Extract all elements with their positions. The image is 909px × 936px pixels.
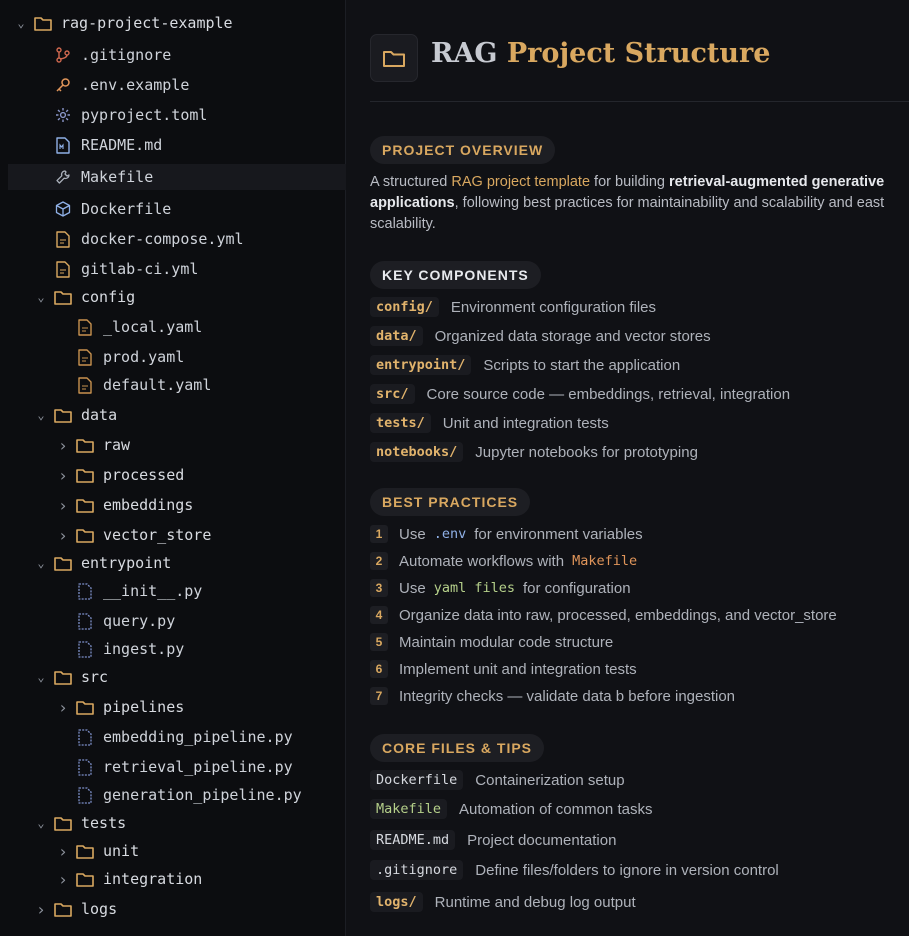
overview-text-1: A structured — [370, 174, 452, 190]
python-file-icon — [76, 582, 94, 600]
component-row — [370, 440, 698, 464]
practice-text: Use — [399, 579, 426, 597]
practice-row — [370, 603, 837, 627]
overview-text-2: for building — [590, 174, 670, 190]
component-description: Organized data storage and vector stores — [434, 327, 711, 345]
component-description: Core source code — embeddings, retrieval, integration — [426, 385, 791, 403]
practice-code: yaml files — [433, 580, 515, 596]
component-description: Scripts to start the application — [483, 356, 681, 374]
practice-text: Use — [399, 525, 426, 543]
tree-folder[interactable] — [0, 432, 392, 458]
core-file-description: Containerization setup — [475, 771, 625, 789]
chevron-right-icon[interactable]: › — [58, 465, 68, 485]
tree-item-label: docker-compose.yml — [81, 230, 244, 248]
tree-file[interactable] — [0, 578, 392, 604]
folder-icon — [370, 34, 418, 82]
folder-icon — [76, 842, 94, 860]
folder-icon — [76, 698, 94, 716]
tree-file[interactable] — [0, 344, 392, 370]
tree-file[interactable] — [0, 132, 370, 158]
practice-text: Organize data into raw, processed, embeddings, and vector_store — [399, 606, 837, 624]
tree-folder[interactable] — [0, 866, 392, 892]
chevron-down-icon[interactable]: ⌄ — [17, 16, 25, 30]
tree-folder[interactable] — [0, 492, 392, 518]
yaml-file-icon — [76, 376, 94, 394]
tree-folder[interactable] — [0, 838, 392, 864]
practice-number: 4 — [370, 606, 388, 624]
tree-folder[interactable] — [0, 694, 392, 720]
practice-text-suffix: for environment variables — [474, 525, 643, 543]
tree-folder[interactable] — [0, 462, 392, 488]
section-heading-key-components: KEY COMPONENTS — [370, 261, 541, 289]
tree-file[interactable] — [0, 102, 370, 128]
component-path: tests/ — [370, 413, 431, 433]
tree-item-label: __init__.py — [103, 582, 203, 600]
folder-icon — [54, 668, 72, 686]
python-file-icon — [76, 786, 94, 804]
core-file-name: README.md — [370, 830, 455, 850]
tree-item-label: _local.yaml — [103, 318, 203, 336]
component-row — [370, 353, 680, 377]
tree-folder[interactable] — [0, 810, 370, 836]
tree-item-label: Makefile — [81, 168, 154, 186]
yaml-file-icon — [76, 318, 94, 336]
tree-file[interactable] — [0, 196, 370, 222]
practice-number: 7 — [370, 687, 388, 705]
practice-number: 3 — [370, 579, 388, 597]
component-description: Environment configuration files — [450, 298, 657, 316]
tree-file[interactable] — [0, 372, 392, 398]
practice-code: Makefile — [572, 553, 638, 569]
tree-item-label: gitlab-ci.yml — [81, 260, 199, 278]
component-path: data/ — [370, 326, 423, 346]
cube-icon — [54, 200, 72, 218]
tree-file[interactable] — [0, 42, 370, 68]
component-path: entrypoint/ — [370, 355, 471, 375]
tree-item-label: retrieval_pipeline.py — [103, 758, 293, 776]
component-row — [370, 324, 711, 348]
tree-item-label: .env.example — [81, 76, 190, 94]
folder-icon — [54, 288, 72, 306]
tree-root-label: rag-project-example — [61, 14, 233, 32]
core-file-description: Automation of common tasks — [459, 800, 653, 818]
chevron-down-icon[interactable]: ⌄ — [37, 290, 45, 304]
chevron-right-icon[interactable]: › — [58, 697, 68, 717]
practice-text: Maintain modular code structure — [399, 633, 614, 651]
file-icon — [54, 230, 72, 248]
practice-number: 1 — [370, 525, 388, 543]
tree-file[interactable] — [0, 754, 392, 780]
practice-row — [370, 522, 643, 546]
chevron-right-icon[interactable]: › — [58, 869, 68, 889]
python-file-icon — [76, 640, 94, 658]
component-row — [370, 411, 609, 435]
tree-item-label: Dockerfile — [81, 200, 172, 218]
tree-item-label: query.py — [103, 612, 176, 630]
tree-folder[interactable] — [0, 550, 370, 576]
folder-icon — [54, 900, 72, 918]
tree-item-label: logs — [81, 900, 118, 918]
tree-root-folder[interactable] — [0, 10, 350, 36]
component-path: src/ — [370, 384, 415, 404]
tree-folder[interactable] — [0, 522, 392, 548]
tree-item-label: raw — [103, 436, 131, 454]
chevron-right-icon[interactable]: › — [58, 841, 68, 861]
tree-file[interactable] — [0, 608, 392, 634]
chevron-down-icon[interactable]: ⌄ — [37, 670, 45, 684]
chevron-down-icon[interactable]: ⌄ — [37, 816, 45, 830]
practice-text-suffix: for configuration — [522, 579, 631, 597]
folder-icon — [54, 814, 72, 832]
overview-bold: retrieval-augmented generative applications — [370, 174, 885, 211]
practice-row — [370, 576, 631, 600]
tree-folder[interactable] — [0, 284, 370, 310]
tree-item-label: data — [81, 406, 118, 424]
chevron-right-icon[interactable]: › — [58, 435, 68, 455]
folder-icon — [76, 870, 94, 888]
folder-icon — [76, 466, 94, 484]
chevron-right-icon[interactable]: › — [58, 525, 68, 545]
component-description: Unit and integration tests — [442, 414, 609, 432]
key-icon — [54, 76, 72, 94]
core-file-row — [370, 797, 652, 821]
tree-file[interactable] — [0, 782, 392, 808]
section-heading-overview: PROJECT OVERVIEW — [370, 136, 555, 164]
core-file-name: .gitignore — [370, 860, 463, 880]
core-file-description: Project documentation — [467, 831, 617, 849]
core-file-row — [370, 828, 616, 852]
practice-row — [370, 657, 637, 681]
tree-file[interactable] — [0, 724, 392, 750]
component-row — [370, 382, 790, 406]
component-row — [370, 295, 656, 319]
tree-item-label: embedding_pipeline.py — [103, 728, 293, 746]
practice-text: Integrity checks — validate data b before ingestion — [399, 687, 736, 705]
practice-text: Automate workflows with — [399, 552, 565, 570]
tree-item-label: ingest.py — [103, 640, 185, 658]
section-heading-best-practices: BEST PRACTICES — [370, 488, 530, 516]
tree-item-label: src — [81, 668, 109, 686]
git-icon — [54, 46, 72, 64]
tree-item-label: config — [81, 288, 136, 306]
tree-file[interactable] — [0, 226, 370, 252]
core-file-name: logs/ — [370, 892, 423, 912]
core-file-row — [370, 858, 779, 882]
practice-text: Implement unit and integration tests — [399, 660, 637, 678]
practice-row — [370, 630, 613, 654]
python-file-icon — [76, 612, 94, 630]
core-file-row — [370, 768, 625, 792]
folder-icon — [76, 526, 94, 544]
overview-highlight: RAG project template — [451, 174, 591, 190]
yaml-file-icon — [76, 348, 94, 366]
python-file-icon — [76, 758, 94, 776]
core-file-name: Makefile — [370, 799, 447, 819]
title-part-2: Project Structure — [506, 38, 771, 69]
file-explorer — [0, 0, 346, 936]
tree-item-label: integration — [103, 870, 203, 888]
tree-file[interactable] — [0, 314, 392, 340]
tree-item-label: vector_store — [103, 526, 212, 544]
page-title — [431, 38, 770, 69]
core-file-name: Dockerfile — [370, 770, 463, 790]
tree-item-label: .gitignore — [81, 46, 172, 64]
tree-file[interactable] — [0, 72, 370, 98]
title-part-1: RAG — [431, 38, 498, 69]
tree-item-label: processed — [103, 466, 185, 484]
core-file-description: Define files/folders to ignore in version control — [475, 861, 779, 879]
folder-icon — [34, 14, 52, 32]
gear-icon — [54, 106, 72, 124]
tree-item-label: pipelines — [103, 698, 185, 716]
folder-icon — [54, 554, 72, 572]
section-heading-core-files: CORE FILES & TIPS — [370, 734, 544, 762]
tree-item-label: prod.yaml — [103, 348, 185, 366]
tree-item-label: README.md — [81, 136, 163, 154]
practice-row — [370, 549, 645, 573]
component-description: Jupyter notebooks for prototyping — [475, 443, 698, 461]
chevron-down-icon[interactable]: ⌄ — [37, 556, 45, 570]
chevron-down-icon[interactable]: ⌄ — [37, 408, 45, 422]
folder-icon — [54, 406, 72, 424]
tree-item-label: entrypoint — [81, 554, 172, 572]
overview-text-3: , following best practices for maintainability and scalability and east scalability. — [370, 195, 885, 232]
overview-paragraph — [370, 172, 895, 235]
chevron-right-icon[interactable]: › — [36, 899, 46, 919]
tree-folder[interactable] — [0, 664, 370, 690]
core-file-row — [370, 890, 636, 914]
practice-number: 2 — [370, 552, 388, 570]
component-path: config/ — [370, 297, 439, 317]
component-path: notebooks/ — [370, 442, 463, 462]
tree-file[interactable] — [8, 164, 362, 190]
tree-file[interactable] — [0, 636, 392, 662]
tree-folder[interactable] — [0, 896, 370, 922]
tree-item-label: tests — [81, 814, 127, 832]
wrench-icon — [54, 168, 72, 186]
markdown-icon — [54, 136, 72, 154]
tree-item-label: default.yaml — [103, 376, 212, 394]
chevron-right-icon[interactable]: › — [58, 495, 68, 515]
practice-number: 5 — [370, 633, 388, 651]
folder-icon — [76, 496, 94, 514]
file-icon — [54, 260, 72, 278]
tree-item-label: generation_pipeline.py — [103, 786, 302, 804]
tree-item-label: embeddings — [103, 496, 194, 514]
practice-code: .env — [433, 526, 467, 542]
tree-folder[interactable] — [0, 402, 370, 428]
python-file-icon — [76, 728, 94, 746]
title-divider — [370, 101, 909, 102]
tree-file[interactable] — [0, 256, 370, 282]
folder-icon — [76, 436, 94, 454]
practice-row — [370, 684, 735, 708]
tree-item-label: pyproject.toml — [81, 106, 208, 124]
practice-number: 6 — [370, 660, 388, 678]
core-file-description: Runtime and debug log output — [434, 893, 636, 911]
tree-item-label: unit — [103, 842, 140, 860]
